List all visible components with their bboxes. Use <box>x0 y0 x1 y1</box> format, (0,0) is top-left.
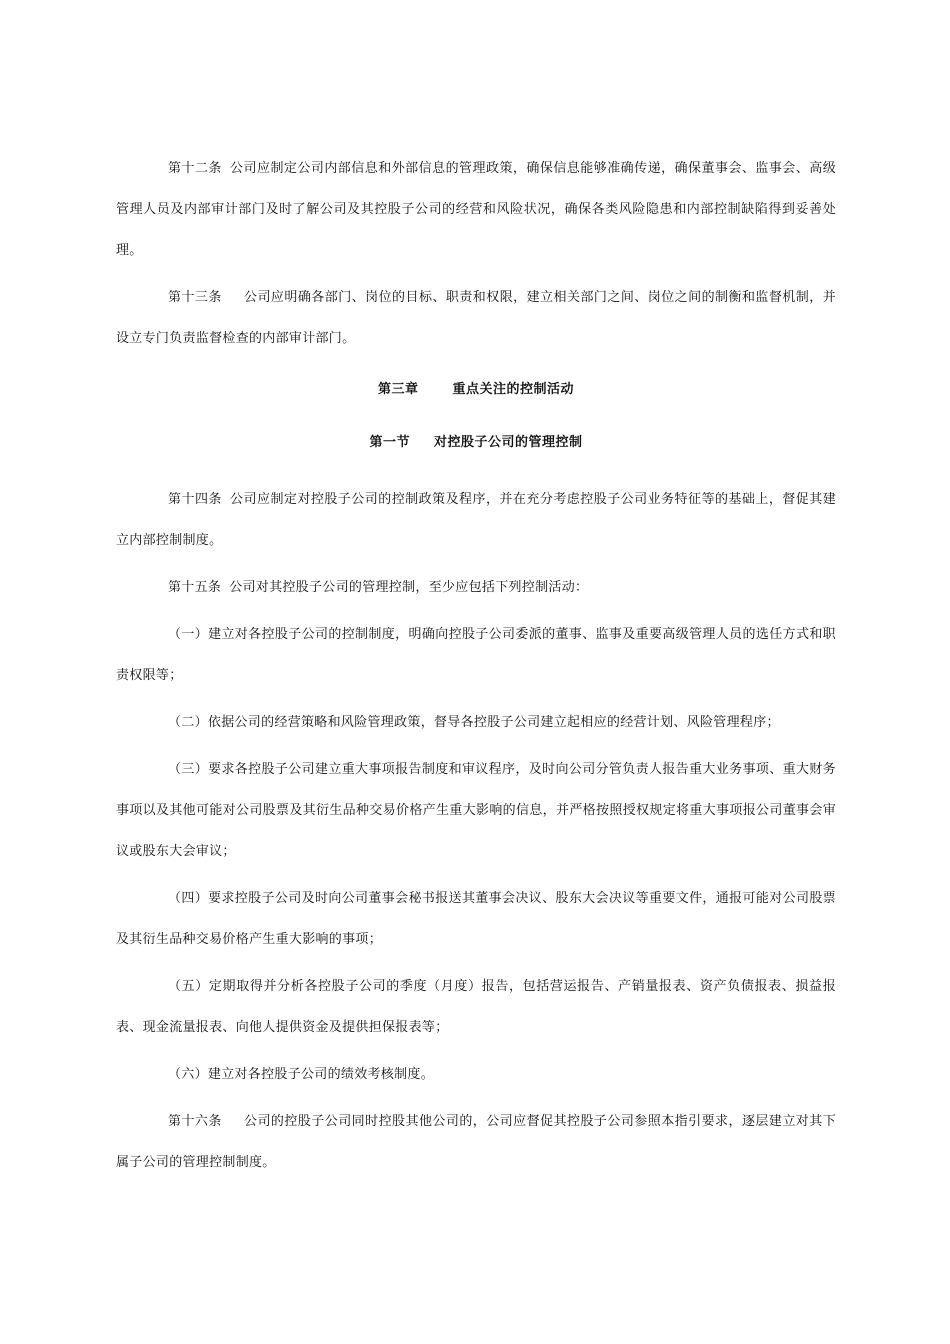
section-heading <box>116 422 836 463</box>
list-item: （五）定期取得并分析各控股子公司的季度（月度）报告，包括营运报告、产销量报表、资产负债报表、损益报表、现金流量报表、向他人提供资金及提供担保报表等； <box>116 979 836 1035</box>
list-item: （三）要求各控股子公司建立重大事项报告制度和审议程序，及时向公司分管负责人报告重大业务事项、重大财务事项以及其他可能对公司股票及其衍生品种交易价格产生重大影响的信息，并严格按照授权规定将重大事项报公司董事会审议或股东大会审议； <box>116 762 836 859</box>
article-14 <box>116 479 836 561</box>
article-15-text: 公司对其控股子公司的管理控制，至少应包括下列控制活动： <box>229 580 589 595</box>
article-15 <box>116 567 836 608</box>
section-label: 第一节 <box>369 435 410 450</box>
article-13-label: 第十三条 <box>168 290 222 305</box>
article-13-text: 公司应明确各部门、岗位的目标、职责和权限，建立相关部门之间、岗位之间的制衡和监督机制，并设立专门负责监督检查的内部审计部门。 <box>116 290 837 346</box>
article-14-text: 公司应制定对控股子公司的控制政策及程序，并在充分考虑控股子公司业务特征等的基础上，督促其建立内部控制制度。 <box>116 492 836 548</box>
article-12-label: 第十二条 <box>168 161 222 176</box>
article-15-label: 第十五条 <box>168 580 222 595</box>
chapter-title: 重点关注的控制活动 <box>452 382 575 397</box>
chapter-heading <box>116 369 836 410</box>
section-title: 对控股子公司的管理控制 <box>434 435 583 450</box>
article-14-label: 第十四条 <box>168 492 222 507</box>
chapter-label: 第三章 <box>377 382 419 397</box>
list-item: （一）建立对各控股子公司的控制制度，明确向控股子公司委派的董事、监事及重要高级管理人员的选任方式和职责权限等； <box>116 627 836 683</box>
list-item: （六）建立对各控股子公司的绩效考核制度。 <box>168 1067 435 1082</box>
list-item: （四）要求控股子公司及时向公司董事会秘书报送其董事会决议、股东大会决议等重要文件，通报可能对公司股票及其衍生品种交易价格产生重大影响的事项； <box>116 891 836 947</box>
article-16 <box>116 1101 836 1183</box>
article-12-text: 公司应制定公司内部信息和外部信息的管理政策，确保信息能够准确传递，确保董事会、监事会、高级管理人员及内部审计部门及时了解公司及其控股子公司的经营和风险状况，确保各类风险隐患和内部控制缺陷得到妥善处理。 <box>116 161 836 258</box>
article-16-text: 公司的控股子公司同时控股其他公司的，公司应督促其控股子公司参照本指引要求，逐层建立对其下属子公司的管理控制制度。 <box>116 1114 837 1170</box>
list-item: （二）依据公司的经营策略和风险管理政策，督导各控股子公司建立起相应的经营计划、风险管理程序； <box>168 715 780 730</box>
article-16-label: 第十六条 <box>168 1114 222 1129</box>
article-12 <box>116 148 836 271</box>
article-13 <box>116 277 836 359</box>
